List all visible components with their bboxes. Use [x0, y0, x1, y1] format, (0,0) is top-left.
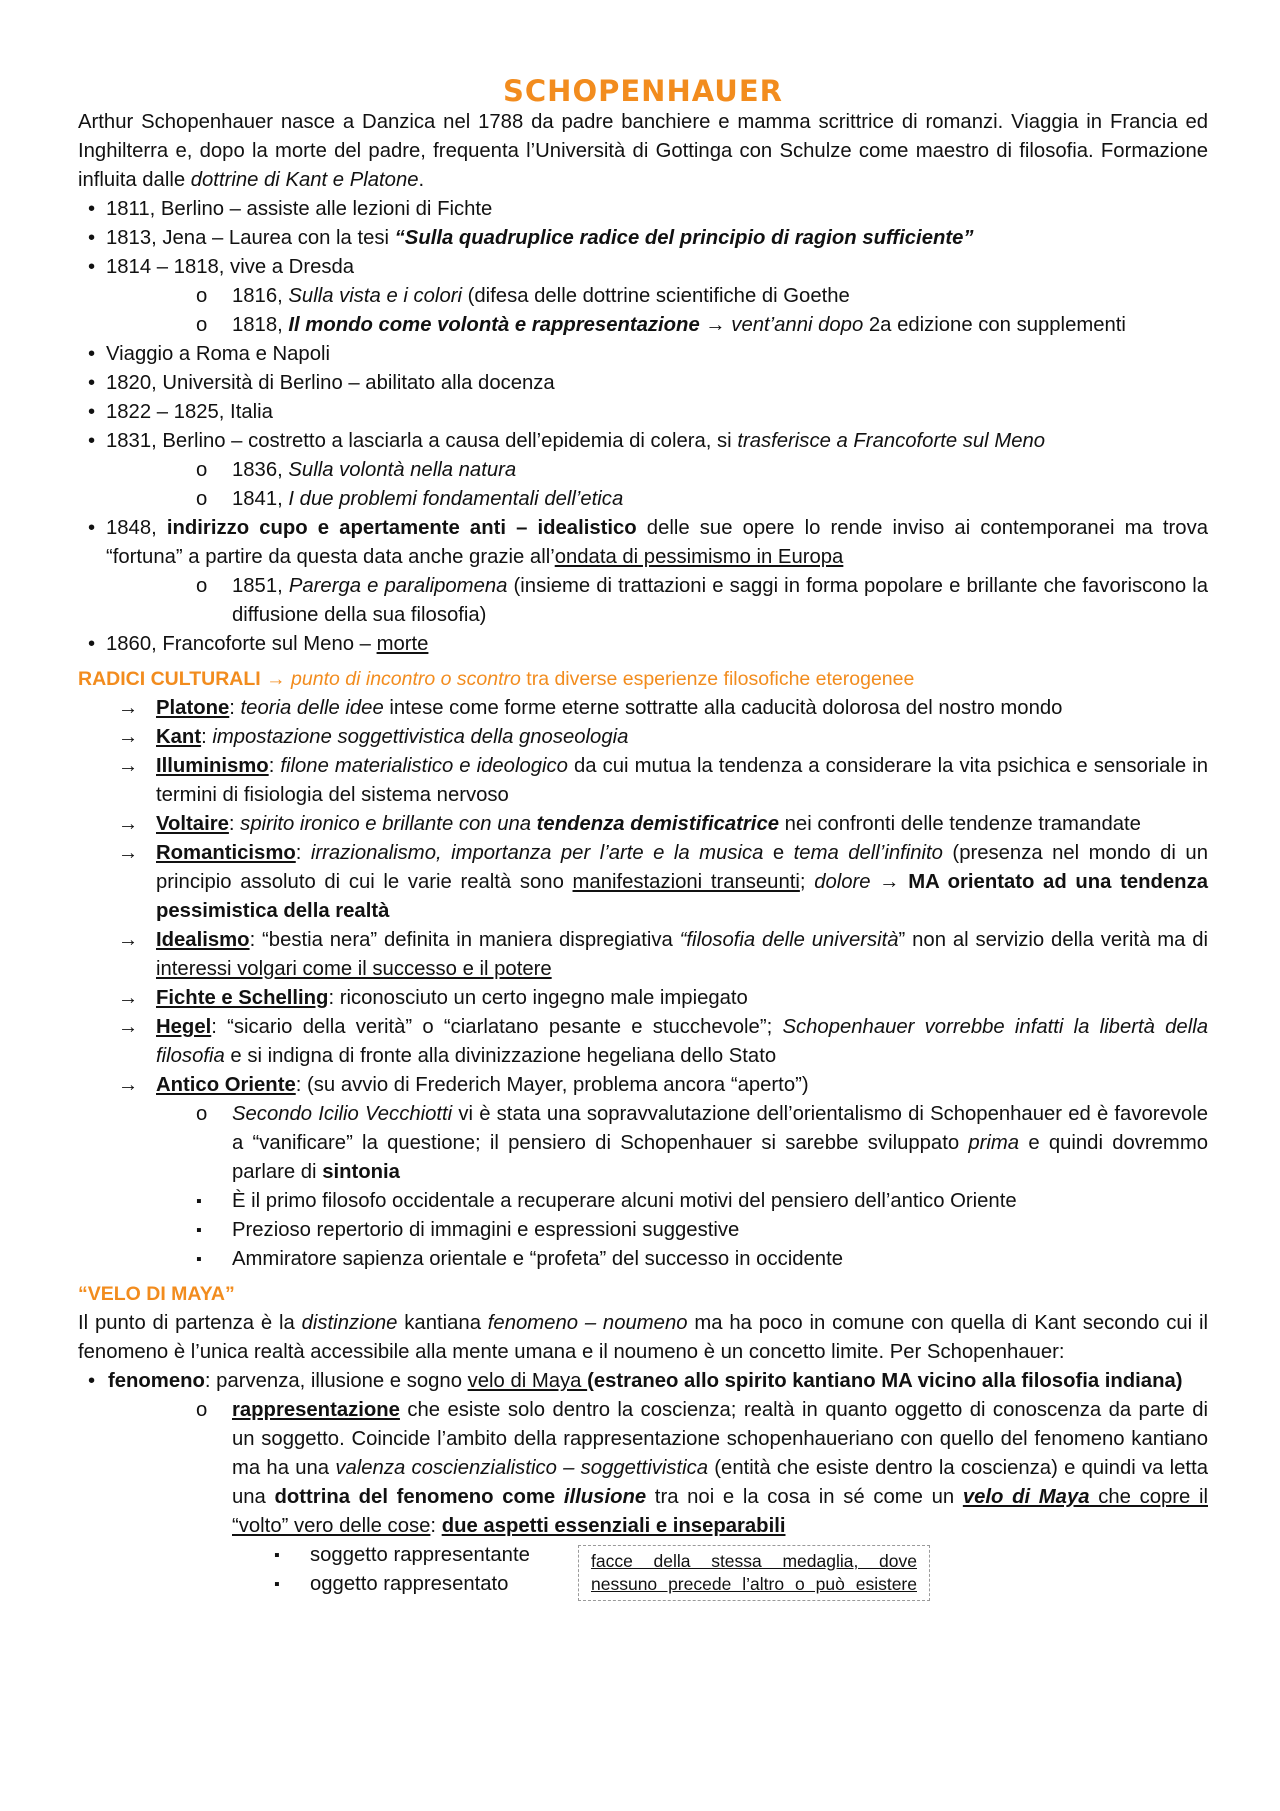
- list-item: o 1851, Parerga e paralipomena (insieme di trattazioni e saggi in forma popolare e brillante che favoriscono la diffusione della sua filosofia): [78, 572, 1208, 630]
- list-item: → Antico Oriente: (su avvio di Frederich Mayer, problema ancora “aperto”) o Secondo Icilio Vecchiotti vi è stata una sopravvalutazione dell’orientalismo di Schopenhauer ed è favorevole a “vanificare” la questione; il pensiero di Schopenhauer si sarebbe sviluppato prima e quindi dovremmo parlare di sintonia ▪ È il primo filosofo occidentale a recuperare alcuni motivi del pensiero dell’antico Oriente ▪ Prezioso repertorio di immagini e espressioni suggestive ▪ Ammiratore sapienza orientale e “profeta” del successo in occidente: [78, 1071, 1208, 1274]
- list-item: o Secondo Icilio Vecchiotti vi è stata una sopravvalutazione dell’orientalismo di Schopenhauer ed è favorevole a “vanificare” la questione; il pensiero di Schopenhauer si sarebbe sviluppato prima e quindi dovremmo parlare di sintonia ▪ È il primo filosofo occidentale a recuperare alcuni motivi del pensiero dell’antico Oriente ▪ Prezioso repertorio di immagini e espressioni suggestive ▪ Ammiratore sapienza orientale e “profeta” del successo in occidente: [78, 1100, 1208, 1274]
- maya-list: [78, 1367, 1208, 1599]
- list-item: → Hegel: “sicario della verità” o “ciarlatano pesante e stucchevole”; Schopenhauer vorrebbe infatti la libertà della filosofia e si indigna di fronte alla divinizzazione hegeliana dello Stato: [78, 1013, 1208, 1071]
- list-item: • 1820, Università di Berlino – abilitato alla docenza: [78, 369, 1208, 398]
- list-item: → Idealismo: “bestia nera” definita in maniera dispregiativa “filosofia delle università” non al servizio della verità ma di interessi volgari come il successo e il potere: [78, 926, 1208, 984]
- biography-list: [78, 195, 1208, 659]
- list-item: • 1860, Francoforte sul Meno – morte: [78, 630, 1208, 659]
- list-item: ▪ Ammiratore sapienza orientale e “profeta” del successo in occidente: [0, 1245, 1208, 1274]
- list-item: • fenomeno: parvenza, illusione e sogno velo di Maya (estraneo allo spirito kantiano MA vicino alla filosofia indiana) o rappresentazione che esiste solo dentro la coscienza; realtà in quanto oggetto di conoscenza da parte di un soggetto. Coincide l’ambito della rappresentazione schopenhaueriano con quello del fenomeno kantiano ma ha una valenza coscienzialistico – soggettivistica (entità che esiste dentro la coscienza) e quindi va letta una dottrina del fenomeno come illusione tra noi e la cosa in sé come un velo di Maya che copre il “volto” vero delle cose: due aspetti essenziali e inseparabili ▪ soggetto rappresentante ▪ oggetto rappresentato facce della stessa medaglia, dove nessuno precede l’altro o può esistere: [78, 1367, 1208, 1599]
- page-title: SCHOPENHAUER: [503, 74, 783, 108]
- arrow-icon: →: [260, 668, 292, 690]
- list-item: → Fichte e Schelling: riconosciuto un certo ingegno male impiegato: [78, 984, 1208, 1013]
- list-item: o 1841, I due problemi fondamentali dell’etica: [78, 485, 1208, 514]
- list-item: • 1848, indirizzo cupo e apertamente anti – idealistico delle sue opere lo rende inviso ai contemporanei ma trova “fortuna” a partire da questa data anche grazie all’ondata di pessimismo in Europa o 1851, Parerga e paralipomena (insieme di trattazioni e saggi in forma popolare e brillante che favoriscono la diffusione della sua filosofia): [78, 514, 1208, 630]
- list-item: → Illuminismo: filone materialistico e ideologico da cui mutua la tendenza a considerare la vita psichica e sensoriale in termini di fisiologia del sistema nervoso: [78, 752, 1208, 810]
- list-item: → Platone: teoria delle idee intese come forme eterne sottratte alla caducità dolorosa del nostro mondo: [78, 694, 1208, 723]
- list-item: o rappresentazione che esiste solo dentro la coscienza; realtà in quanto oggetto di conoscenza da parte di un soggetto. Coincide l’ambito della rappresentazione schopenhaueriano con quello del fenomeno kantiano ma ha una valenza coscienzialistico – soggettivistica (entità che esiste dentro la coscienza) e quindi va letta una dottrina del fenomeno come illusione tra noi e la cosa in sé come un velo di Maya che copre il “volto” vero delle cose: due aspetti essenziali e inseparabili ▪ soggetto rappresentante ▪ oggetto rappresentato facce della stessa medaglia, dove nessuno precede l’altro o può esistere: [78, 1396, 1208, 1599]
- list-item: • Viaggio a Roma e Napoli: [78, 340, 1208, 369]
- list-item: • 1822 – 1825, Italia: [78, 398, 1208, 427]
- list-item: ▪ oggetto rappresentato: [78, 1570, 1208, 1599]
- section-heading-maya: “VELO DI MAYA”: [78, 1283, 235, 1305]
- note-box: facce della stessa medaglia, dove nessuno precede l’altro o può esistere: [578, 1545, 930, 1601]
- list-item: ▪ Prezioso repertorio di immagini e espressioni suggestive: [0, 1216, 1208, 1245]
- radici-list: [78, 694, 1208, 1274]
- arrow-icon: →: [870, 871, 909, 893]
- list-item: o 1836, Sulla volontà nella natura: [78, 456, 1208, 485]
- list-item: • 1814 – 1818, vive a Dresda o 1816, Sulla vista e i colori (difesa delle dottrine scientifiche di Goethe o 1818, Il mondo come volontà e rappresentazione → vent’anni dopo 2a edizione con supplementi: [78, 253, 1208, 340]
- list-item: • 1813, Jena – Laurea con la tesi “Sulla quadruplice radice del principio di ragion sufficiente”: [78, 224, 1208, 253]
- list-item: o 1816, Sulla vista e i colori (difesa delle dottrine scientifiche di Goethe: [78, 282, 1208, 311]
- list-item: o 1818, Il mondo come volontà e rappresentazione → vent’anni dopo 2a edizione con supplementi: [78, 311, 1208, 340]
- list-item: • 1811, Berlino – assiste alle lezioni di Fichte: [78, 195, 1208, 224]
- arrow-icon: →: [699, 314, 732, 336]
- section-heading-radici: RADICI CULTURALI → punto di incontro o scontro tra diverse esperienze filosofiche eterogenee: [78, 668, 915, 690]
- document-page: [78, 72, 1208, 1599]
- list-item: → Voltaire: spirito ironico e brillante con una tendenza demistificatrice nei confronti delle tendenze tramandate: [78, 810, 1208, 839]
- list-item: ▪ È il primo filosofo occidentale a recuperare alcuni motivi del pensiero dell’antico Oriente: [0, 1187, 1208, 1216]
- list-item: ▪ soggetto rappresentante: [78, 1541, 1208, 1570]
- intro-paragraph: Arthur Schopenhauer nasce a Danzica nel 1788 da padre banchiere e mamma scrittrice di romanzi. Viaggia in Francia ed Inghilterra e, dopo la morte del padre, frequenta l’Università di Gottinga con Schulze come maestro di filosofia. Formazione influita dalle dottrine di Kant e Platone.: [78, 111, 1208, 191]
- list-item: → Romanticismo: irrazionalismo, importanza per l’arte e la musica e tema dell’infinito (presenza nel mondo di un principio assoluto di cui le varie realtà sono manifestazioni transeunti; dolore → MA orientato ad una tendenza pessimistica della realtà: [78, 839, 1208, 926]
- list-item: • 1831, Berlino – costretto a lasciarla a causa dell’epidemia di colera, si trasferisce a Francoforte sul Meno o 1836, Sulla volontà nella natura o 1841, I due problemi fondamentali dell’etica: [78, 427, 1208, 514]
- maya-paragraph: Il punto di partenza è la distinzione kantiana fenomeno – noumeno ma ha poco in comune con quella di Kant secondo cui il fenomeno è l’unica realtà accessibile alla mente umana e il noumeno è un concetto limite. Per Schopenhauer:: [78, 1312, 1209, 1363]
- list-item: → Kant: impostazione soggettivistica della gnoseologia: [78, 723, 1208, 752]
